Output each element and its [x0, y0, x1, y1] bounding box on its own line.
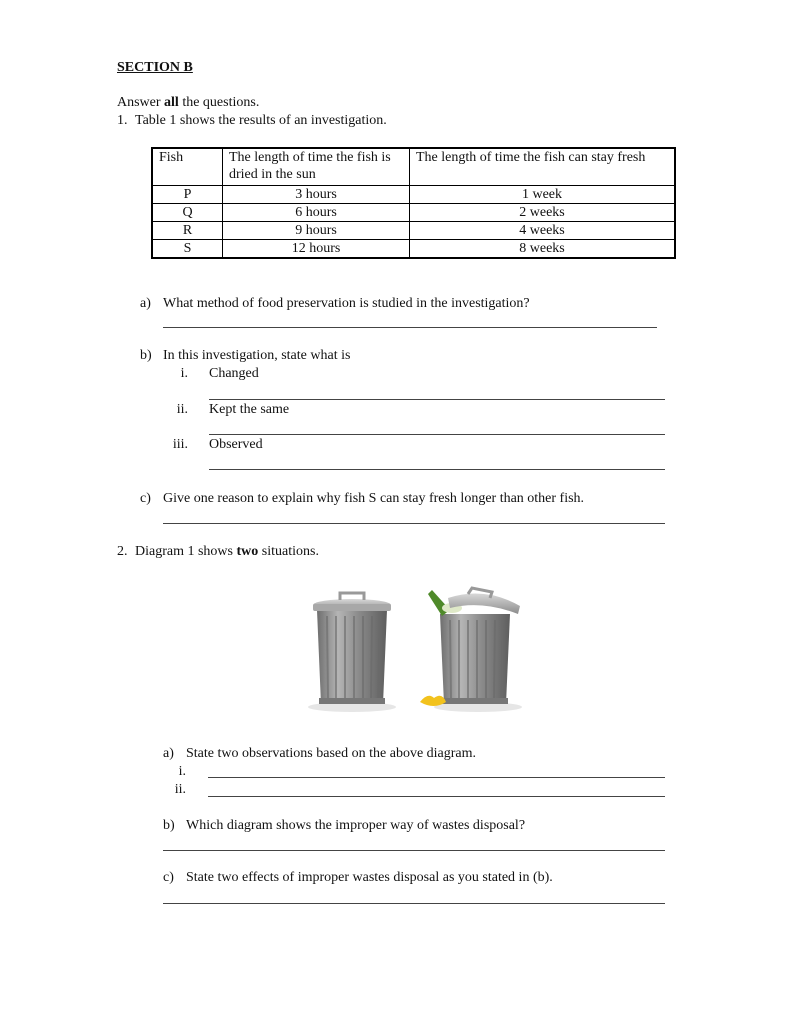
- results-table: [151, 147, 676, 259]
- q1-text: Table 1 shows the results of an investigation.: [135, 113, 387, 128]
- header-fresh-time: The length of time the fish can stay fresh: [410, 148, 676, 185]
- q2b-label: b): [163, 818, 175, 833]
- q2a-ii-num: ii.: [174, 782, 186, 797]
- cell-drying: 3 hours: [223, 185, 410, 203]
- answer-line-q1c[interactable]: [163, 523, 665, 524]
- instruction-bold: all: [164, 95, 179, 110]
- q2-text-post: situations.: [258, 544, 319, 559]
- q2-text-bold: two: [236, 544, 259, 559]
- q2c-text: State two effects of improper wastes disposal as you stated in (b).: [186, 870, 553, 885]
- answer-line-q2c[interactable]: [163, 903, 665, 904]
- q2a-label: a): [163, 746, 174, 761]
- cell-fish: R: [152, 221, 223, 239]
- answer-line-q2a-i[interactable]: [208, 777, 665, 778]
- q2-text-pre: Diagram 1 shows: [135, 544, 237, 559]
- closed-trash-can: [308, 593, 396, 712]
- q2-text: [135, 544, 319, 560]
- q1b-ii-num: ii.: [176, 402, 188, 417]
- cell-fresh: 1 week: [410, 185, 676, 203]
- answer-line-q2b[interactable]: [163, 850, 665, 851]
- answer-line-q2a-ii[interactable]: [208, 796, 665, 797]
- diagram-trash-cans: [300, 580, 540, 720]
- q2a-i-num: i.: [178, 764, 186, 779]
- q1a-text: What method of food preservation is studied in the investigation?: [163, 296, 530, 311]
- cell-fresh: 4 weeks: [410, 221, 676, 239]
- table-row: [152, 221, 675, 239]
- q1-number: 1.: [117, 113, 128, 128]
- q2a-text: State two observations based on the above diagram.: [186, 746, 477, 761]
- cell-fresh: 8 weeks: [410, 239, 676, 258]
- q2c-label: c): [163, 870, 174, 885]
- table-row: [152, 185, 675, 203]
- q1c-text: Give one reason to explain why fish S can stay fresh longer than other fish.: [163, 491, 585, 506]
- answer-line-q1b-ii[interactable]: [209, 434, 665, 435]
- q1b-text: In this investigation, state what is: [163, 348, 351, 363]
- instruction-pre: Answer: [117, 95, 165, 110]
- table-row: [152, 239, 675, 258]
- section-title: SECTION B: [117, 60, 193, 75]
- cell-fish: S: [152, 239, 223, 258]
- q1b-label: b): [140, 348, 152, 363]
- cell-drying: 6 hours: [223, 203, 410, 221]
- q1b-iii-text: Observed: [209, 437, 263, 452]
- q1b-iii-num: iii.: [172, 437, 188, 452]
- answer-line-q1a[interactable]: [163, 327, 657, 328]
- cell-drying: 12 hours: [223, 239, 410, 258]
- cell-fish: P: [152, 185, 223, 203]
- q2b-text: Which diagram shows the improper way of wastes disposal?: [186, 818, 526, 833]
- table-header-row: [152, 148, 675, 185]
- answer-line-q1b-iii[interactable]: [209, 469, 665, 470]
- cell-fish: Q: [152, 203, 223, 221]
- q1c-label: c): [140, 491, 151, 506]
- answer-line-q1b-i[interactable]: [209, 399, 665, 400]
- header-drying-time: The length of time the fish is dried in the sun: [223, 148, 410, 185]
- q1b-ii-text: Kept the same: [209, 402, 290, 417]
- header-fish: Fish: [152, 148, 223, 185]
- table-row: [152, 203, 675, 221]
- instruction-post: the questions.: [178, 95, 260, 110]
- q1a-label: a): [140, 296, 151, 311]
- q1b-i-text: Changed: [209, 366, 259, 381]
- q2-number: 2.: [117, 544, 128, 559]
- instruction: [117, 95, 259, 111]
- cell-fresh: 2 weeks: [410, 203, 676, 221]
- open-trash-can: [420, 588, 522, 712]
- cell-drying: 9 hours: [223, 221, 410, 239]
- q1b-i-num: i.: [180, 366, 188, 381]
